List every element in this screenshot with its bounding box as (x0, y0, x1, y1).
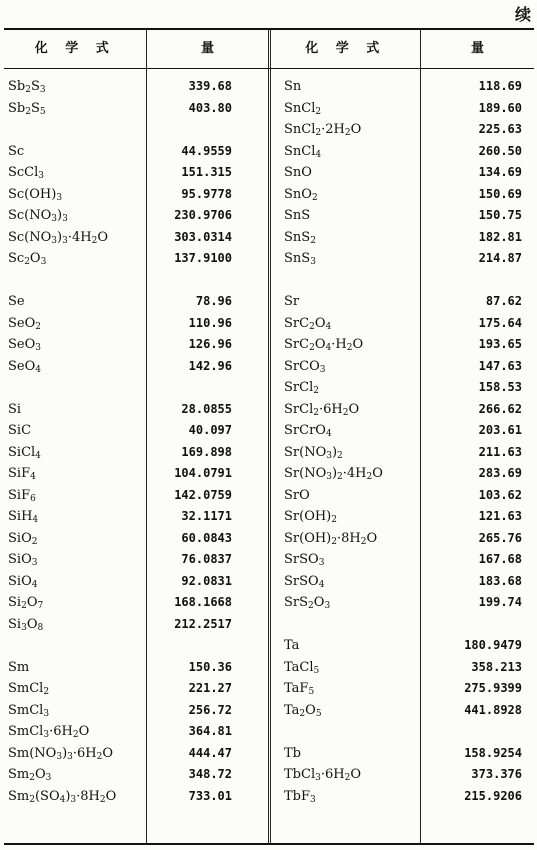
left-formula: $Sm_2O_3$ (8, 767, 52, 783)
left-weight: 44.9559 (181, 143, 232, 158)
right-formula: Sr (284, 294, 300, 309)
right-row (284, 98, 534, 120)
left-formula: $Si_2O_7$ (8, 595, 44, 611)
left-row (8, 377, 266, 399)
left-weight: 151.315 (181, 165, 232, 179)
left-row (8, 76, 266, 98)
left-weight: 403.80 (188, 100, 232, 115)
right-formula: SrSO$_3$ (284, 552, 325, 568)
left-formula: $SmCl_3\cdot 6H_2O$ (8, 724, 90, 740)
right-weight: 189.60 (478, 100, 522, 115)
left-weight: 230.9706 (174, 208, 232, 222)
right-formula: SrSO$_4$ (284, 573, 325, 590)
left-formula: $Si_3O_8$ (8, 616, 44, 633)
right-row (284, 678, 534, 700)
header-weight-left: 量 (200, 41, 214, 56)
right-row (284, 743, 534, 765)
right-formula: SrO (284, 487, 310, 503)
left-row (8, 721, 266, 743)
left-weight: 733.01 (188, 788, 232, 803)
right-weight: 121.63 (478, 509, 522, 523)
right-formula: $SrS_2O_3$ (284, 595, 331, 611)
right-row (284, 76, 534, 98)
left-row (8, 657, 266, 679)
right-weight: 150.75 (478, 208, 522, 222)
left-formula: SeO$_4$ (8, 358, 41, 375)
right-row (284, 291, 534, 313)
right-weight: 203.61 (478, 423, 522, 437)
right-row (284, 549, 534, 571)
left-formula: $Sc_2O_3$ (8, 251, 47, 267)
left-row (8, 399, 266, 421)
left-row (8, 291, 266, 313)
right-row (284, 420, 534, 442)
left-row (8, 786, 266, 808)
right-row (284, 463, 534, 485)
left-weight: 150.36 (188, 659, 232, 674)
right-weight: 199.74 (478, 595, 522, 609)
right-row (284, 399, 534, 421)
right-row (284, 119, 534, 141)
right-row (284, 657, 534, 679)
left-weight: 444.47 (188, 745, 232, 760)
header-formula-left: 化 学 式 (34, 41, 116, 56)
left-row (8, 119, 266, 141)
left-weight: 221.27 (188, 681, 232, 695)
right-weight: 103.62 (478, 487, 522, 502)
left-formula: SiO$_4$ (8, 573, 38, 590)
left-weight: 104.0791 (174, 466, 232, 480)
right-weight: 150.69 (478, 186, 522, 201)
right-formula: $TbCl_3\cdot 6H_2O$ (284, 767, 361, 783)
right-weight: 193.65 (478, 337, 522, 351)
left-formula: Se (8, 294, 25, 309)
right-row (284, 721, 534, 743)
right-row (284, 528, 534, 550)
right-row (284, 764, 534, 786)
left-weight: 110.96 (188, 315, 232, 330)
header-formula-right: 化 学 式 (305, 41, 386, 56)
left-row (8, 485, 266, 507)
right-weight: 275.9399 (464, 681, 522, 695)
left-formula: SiH$_4$ (8, 509, 39, 525)
right-row (284, 700, 534, 722)
left-weight: 76.0837 (181, 552, 232, 566)
right-formula: $SrC_2O_4\cdot H_2O$ (284, 337, 364, 353)
left-weight: 303.0314 (174, 229, 232, 244)
right-formula: TbF$_3$ (284, 788, 316, 805)
right-weight: 225.63 (478, 122, 522, 136)
left-row (8, 463, 266, 485)
left-formula: SiF$_6$ (8, 487, 36, 504)
right-formula: SnO (284, 165, 312, 180)
right-formula: SrCO$_3$ (284, 358, 326, 375)
left-formula: $Sm_2(SO_4)_3\cdot 8H_2O$ (8, 788, 117, 805)
right-row (284, 786, 534, 808)
right-weight: 260.50 (478, 143, 522, 158)
right-formula: TaCl$_5$ (284, 659, 320, 676)
left-row (8, 549, 266, 571)
left-weight: 256.72 (188, 702, 232, 717)
left-weight: 95.9778 (181, 186, 232, 201)
left-weight: 40.097 (188, 423, 232, 437)
right-row (284, 184, 534, 206)
right-formula: $Sr(OH)_2$ (284, 509, 337, 525)
left-column (8, 76, 266, 807)
left-row (8, 678, 266, 700)
right-weight: 214.87 (478, 251, 522, 265)
left-row (8, 420, 266, 442)
right-row (284, 356, 534, 378)
right-formula: Ta (284, 638, 300, 653)
right-weight: 215.9206 (464, 788, 522, 803)
left-row (8, 700, 266, 722)
right-weight: 266.62 (478, 401, 522, 416)
right-row (284, 141, 534, 163)
right-row (284, 571, 534, 593)
left-formula: SmCl$_2$ (8, 681, 50, 697)
right-formula: SrCrO$_4$ (284, 423, 332, 439)
right-formula: SnS$_2$ (284, 229, 316, 246)
left-formula: $Sb_2S_3$ (8, 79, 46, 95)
right-row (284, 485, 534, 507)
left-row (8, 184, 266, 206)
right-weight: 358.213 (471, 659, 522, 674)
right-weight: 265.76 (478, 530, 522, 545)
left-formula: SiO$_2$ (8, 530, 38, 547)
left-formula: SiCl$_4$ (8, 444, 41, 461)
right-formula: $Sr(NO_3)_2\cdot 4H_2O$ (284, 466, 383, 482)
left-weight: 348.72 (188, 767, 232, 781)
left-weight: 28.0855 (181, 401, 232, 416)
right-formula: SnS$_3$ (284, 251, 316, 267)
right-weight: 158.9254 (464, 745, 522, 760)
right-formula: SnS (284, 208, 311, 223)
left-weight: 78.96 (195, 294, 232, 308)
right-row (284, 614, 534, 636)
left-weight: 142.0759 (174, 487, 232, 502)
left-formula: SiF$_4$ (8, 466, 36, 482)
right-formula: $SrC_2O_4$ (284, 315, 332, 332)
right-weight: 441.8928 (464, 702, 522, 717)
left-row (8, 571, 266, 593)
right-formula: $Sr(NO_3)_2$ (284, 444, 343, 461)
left-formula: $Sc(OH)_3$ (8, 186, 63, 203)
right-weight: 147.63 (478, 358, 522, 373)
left-row (8, 313, 266, 335)
left-weight: 364.81 (188, 724, 232, 738)
right-row (284, 506, 534, 528)
right-row (284, 334, 534, 356)
left-weight: 92.0831 (181, 573, 232, 588)
right-column (284, 76, 534, 807)
right-row (284, 635, 534, 657)
left-weight: 168.1668 (174, 595, 232, 609)
right-formula: SnCl$_4$ (284, 143, 322, 160)
left-weight: 60.0843 (181, 530, 232, 545)
left-row (8, 205, 266, 227)
right-weight: 167.68 (478, 552, 522, 566)
right-row (284, 592, 534, 614)
left-weight: 212.2517 (174, 616, 232, 631)
right-row (284, 227, 534, 249)
left-weight: 142.96 (188, 358, 232, 373)
right-formula: TaF$_5$ (284, 681, 315, 697)
left-weight: 137.9100 (174, 251, 232, 265)
header-weight-right: 量 (470, 41, 484, 56)
left-row (8, 141, 266, 163)
right-weight: 134.69 (478, 165, 522, 179)
right-weight: 211.63 (478, 444, 522, 459)
right-formula: Sn (284, 79, 302, 94)
right-row (284, 270, 534, 292)
left-row (8, 743, 266, 765)
left-weight: 126.96 (188, 337, 232, 351)
left-formula: $Sc(NO_3)_3$ (8, 208, 68, 224)
right-formula: Tb (284, 745, 301, 761)
right-formula: $Sr(OH)_2\cdot 8H_2O$ (284, 530, 378, 547)
left-formula: SiO$_3$ (8, 552, 38, 568)
column-divider-center (268, 30, 271, 843)
right-weight: 373.376 (471, 767, 522, 781)
left-formula: $Sm(NO_3)_3\cdot 6H_2O$ (8, 745, 114, 762)
left-formula: $Sb_2S_5$ (8, 100, 46, 117)
left-weight: 339.68 (188, 79, 232, 93)
right-weight: 180.9479 (464, 638, 522, 652)
right-row (284, 442, 534, 464)
right-row (284, 205, 534, 227)
left-formula: ScCl$_3$ (8, 165, 45, 181)
right-formula: $SrCl_2\cdot 6H_2O$ (284, 401, 360, 418)
left-weight: 32.1171 (181, 509, 232, 523)
left-row (8, 614, 266, 636)
left-row (8, 270, 266, 292)
right-weight: 118.69 (478, 79, 522, 93)
right-weight: 182.81 (478, 229, 522, 244)
left-row (8, 635, 266, 657)
left-formula: $Sc(NO_3)_3\cdot 4H_2O$ (8, 229, 108, 246)
table-bottom-rule (4, 843, 534, 845)
left-row (8, 98, 266, 120)
left-weight: 169.898 (181, 444, 232, 459)
left-formula: SeO$_2$ (8, 315, 41, 332)
left-row (8, 506, 266, 528)
right-row (284, 313, 534, 335)
left-row (8, 227, 266, 249)
left-row (8, 334, 266, 356)
left-formula: Sm (8, 659, 30, 675)
right-row (284, 377, 534, 399)
right-weight: 158.53 (478, 380, 522, 394)
left-formula: SmCl$_3$ (8, 702, 50, 719)
right-row (284, 162, 534, 184)
continued-marker: 续 (514, 5, 531, 24)
right-formula: SnO$_2$ (284, 186, 318, 203)
right-formula: $SnCl_2\cdot 2H_2O$ (284, 122, 362, 138)
right-formula: $Ta_2O_5$ (284, 702, 322, 719)
left-formula: Si (8, 401, 22, 417)
right-weight: 183.68 (478, 573, 522, 588)
right-weight: 175.64 (478, 315, 522, 330)
left-row (8, 528, 266, 550)
left-formula: Sc (8, 143, 25, 159)
right-row (284, 248, 534, 270)
left-row (8, 248, 266, 270)
right-formula: SnCl$_2$ (284, 100, 322, 117)
left-row (8, 356, 266, 378)
left-row (8, 442, 266, 464)
left-row (8, 764, 266, 786)
right-weight: 283.69 (478, 466, 522, 480)
left-formula: SeO$_3$ (8, 337, 41, 353)
right-formula: SrCl$_2$ (284, 380, 319, 396)
left-formula: SiC (8, 423, 32, 438)
left-row (8, 162, 266, 184)
right-weight: 87.62 (485, 294, 522, 308)
left-row (8, 592, 266, 614)
